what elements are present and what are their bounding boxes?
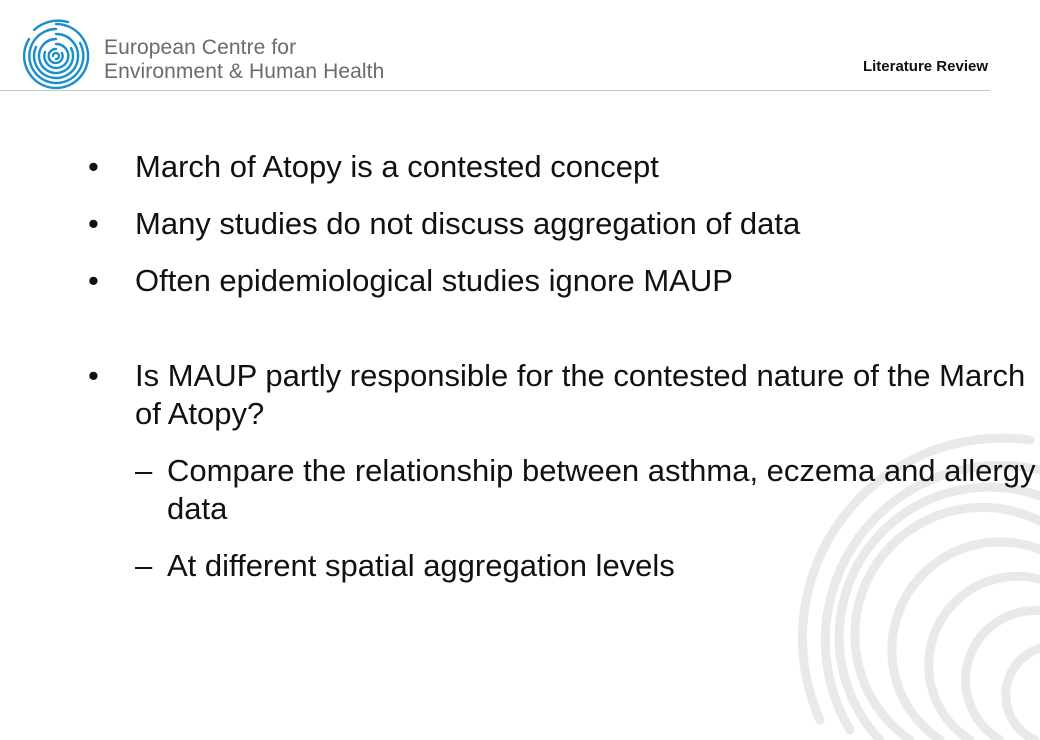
org-name-line-1: European Centre for: [104, 36, 297, 59]
bullet-item: [0, 357, 1040, 433]
sub-bullet-item: [0, 547, 1040, 585]
bullet-item: [0, 262, 1040, 300]
section-label: Literature Review: [862, 58, 988, 75]
ecehh-logo-icon: [18, 18, 94, 94]
bullet-text: March of Atopy is a contested concept: [135, 149, 659, 184]
bullet-marker: •: [88, 358, 99, 393]
sub-bullet-item: [0, 452, 1040, 528]
organization-name: [104, 36, 384, 84]
org-name-line-2: Environment & Human Health: [104, 60, 385, 83]
bullet-marker: •: [88, 149, 99, 184]
slide-body: [0, 148, 1040, 585]
sub-bullet-text: At different spatial aggregation levels: [167, 548, 675, 583]
bullet-marker: •: [88, 263, 99, 298]
bullet-marker: •: [88, 206, 99, 241]
bullet-text: Many studies do not discuss aggregation of data: [135, 206, 801, 241]
header-divider: [0, 90, 990, 91]
sub-bullet-text: Compare the relationship between asthma, eczema and allergy data: [167, 453, 1036, 526]
bullet-item: [0, 148, 1040, 186]
bullet-text: Often epidemiological studies ignore MAUP: [135, 263, 733, 298]
bullet-item: [0, 205, 1040, 243]
sub-bullet-marker: –: [135, 453, 153, 488]
sub-bullet-marker: –: [135, 548, 153, 583]
bullet-text: Is MAUP partly responsible for the contested nature of the March of Atopy?: [135, 358, 1026, 431]
